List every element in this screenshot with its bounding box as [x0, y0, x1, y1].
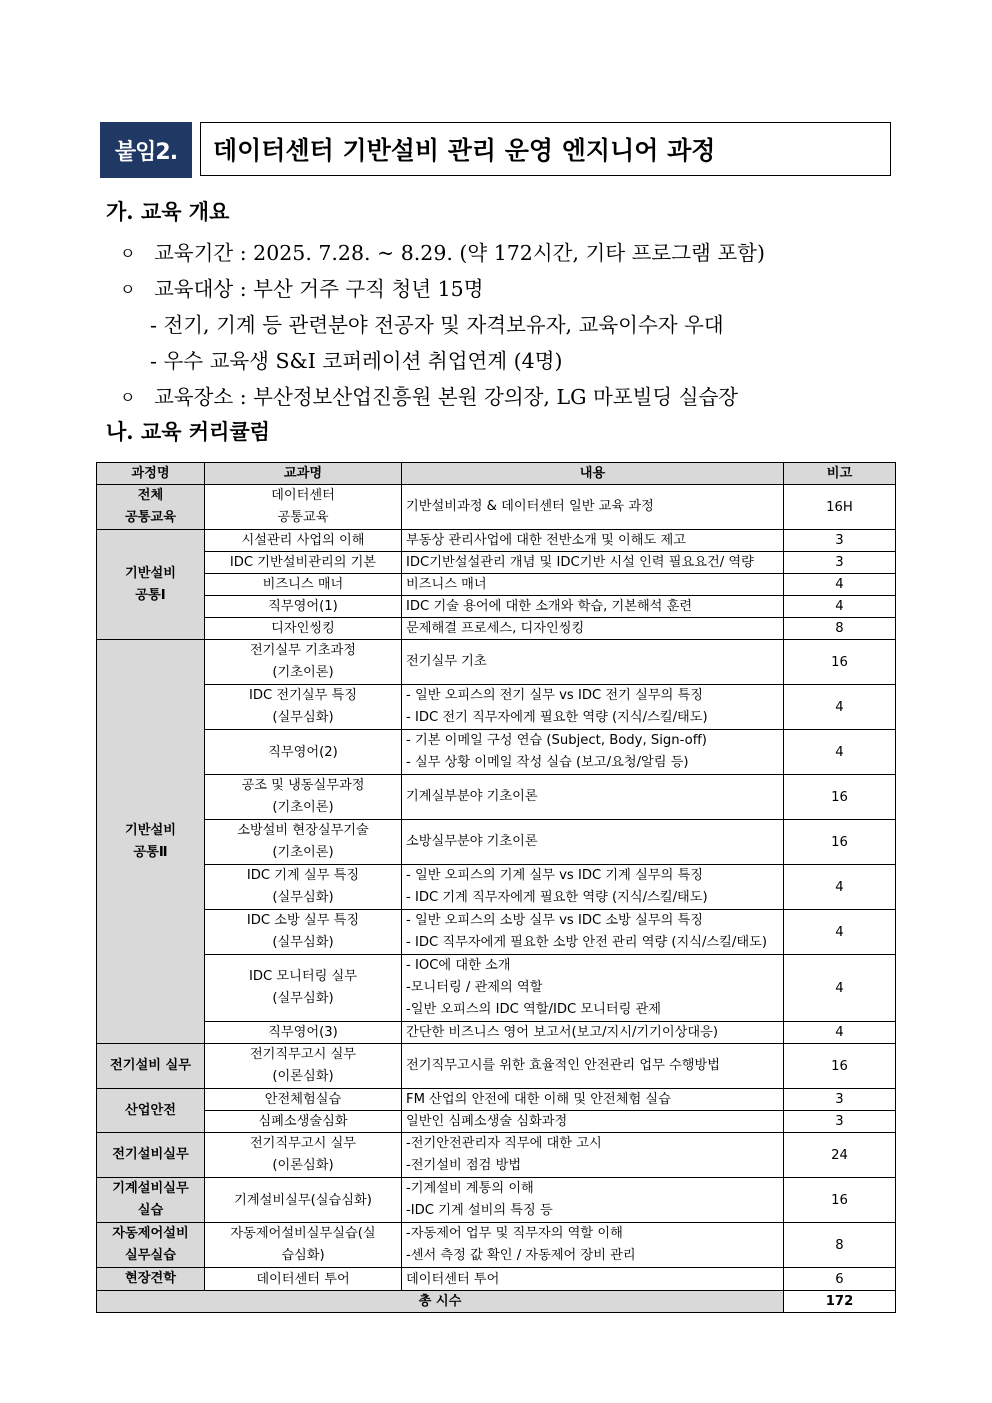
note-cell: 16H [784, 485, 896, 530]
note-cell: 16 [784, 820, 896, 865]
course-group-label: 기반설비 [125, 822, 176, 838]
subject-label: 직무영어(1) [268, 599, 338, 614]
overview-place: 교육장소 : 부산정보산업진흥원 본원 강의장, LG 마포빌딩 실습장 [154, 385, 739, 409]
course-group-label: 기계설비실무 [112, 1181, 189, 1196]
content-line: -전기안전관리자 직무에 대한 고시 [406, 1136, 602, 1151]
subject-cell [205, 596, 402, 618]
subject-cell [205, 910, 402, 955]
content-line: 비즈니스 매너 [406, 577, 487, 592]
content-line: -센서 측정 값 확인 / 자동제어 장비 관리 [406, 1248, 636, 1263]
content-line: - 일반 오피스의 소방 실무 vs IDC 소방 실무의 특징 [406, 913, 703, 928]
bullet-icon: ㅇ [120, 244, 136, 263]
content-line: IDC기반설설관리 개념 및 IDC기반 시설 인력 필요요건/ 역량 [406, 555, 754, 570]
subject-cell [205, 955, 402, 1022]
course-group-label: 산업안전 [125, 1102, 176, 1118]
note-cell: 4 [784, 685, 896, 730]
course-group-cell [97, 485, 205, 530]
note-cell: 4 [784, 1022, 896, 1044]
subject-label: IDC 기계 실무 특징 [246, 868, 360, 883]
section-b-title: 나. 교육 커리큘럼 [106, 419, 270, 444]
note-cell: 8 [784, 1223, 896, 1268]
note-cell: 8 [784, 618, 896, 640]
note-cell: 16 [784, 640, 896, 685]
note-cell: 3 [784, 1111, 896, 1133]
content-line: 전기실무 기초 [406, 654, 487, 669]
subject-label: (실무심화) [272, 935, 334, 950]
table-row [97, 1223, 896, 1268]
subject-label: 소방설비 현장실무기술 [237, 823, 369, 838]
overview-target-sub2: - 우수 교육생 S&I 코퍼레이션 취업연계 (4명) [150, 349, 563, 373]
content-line: 일반인 심폐소생술 심화과정 [406, 1114, 568, 1129]
overview-target: 교육대상 : 부산 거주 구직 청년 15명 [154, 277, 484, 301]
subject-label: 비즈니스 매너 [262, 577, 344, 592]
content-cell [402, 640, 784, 685]
course-group-label: 실습 [137, 1203, 164, 1218]
bullet-icon: ㅇ [120, 388, 136, 407]
content-line: - IDC 직무자에게 필요한 소방 안전 관리 역량 (지식/스킬/태도) [406, 935, 767, 950]
subject-label: (실무심화) [272, 710, 334, 725]
content-cell [402, 1223, 784, 1268]
subject-cell [205, 1111, 402, 1133]
table-row [97, 955, 896, 1022]
course-group-label: 실무실습 [125, 1248, 176, 1263]
course-group-label: 전체 [137, 488, 164, 503]
note-cell: 3 [784, 530, 896, 552]
table-row [97, 1044, 896, 1089]
course-group-label: 공통Ⅰ [135, 587, 166, 603]
subject-cell [205, 1178, 402, 1223]
subject-label: 시설관리 사업의 이해 [241, 533, 365, 548]
subject-cell [205, 865, 402, 910]
content-line: - 일반 오피스의 전기 실무 vs IDC 전기 실무의 특징 [406, 688, 703, 703]
table-row [97, 640, 896, 685]
content-cell [402, 685, 784, 730]
course-group-cell [97, 1178, 205, 1223]
table-row [97, 530, 896, 552]
note-cell: 4 [784, 730, 896, 775]
note-cell: 3 [784, 552, 896, 574]
note-cell: 16 [784, 775, 896, 820]
overview-period: 교육기간 : 2025. 7.28. ~ 8.29. (약 172시간, 기타 프로그램 포함) [154, 241, 765, 265]
table-row [97, 1022, 896, 1044]
content-cell [402, 1022, 784, 1044]
content-line: 기반설비과정 & 데이터센터 일반 교육 과정 [406, 499, 654, 514]
header-course: 과정명 [97, 463, 205, 485]
content-cell [402, 596, 784, 618]
content-cell [402, 574, 784, 596]
content-cell [402, 1133, 784, 1178]
total-row [97, 1291, 896, 1313]
course-group-label: 자동제어설비 [112, 1226, 189, 1241]
content-cell [402, 730, 784, 775]
subject-cell [205, 618, 402, 640]
subject-cell [205, 530, 402, 552]
subject-label: 심폐소생술심화 [258, 1114, 348, 1129]
content-line: -기계설비 계통의 이해 [406, 1181, 534, 1196]
note-cell: 24 [784, 1133, 896, 1178]
subject-label: 직무영어(2) [268, 744, 338, 760]
subject-label: (기초이론) [272, 845, 334, 860]
note-cell: 4 [784, 910, 896, 955]
subject-label: 자동제어설비실무실습(실 [230, 1226, 376, 1241]
content-cell [402, 485, 784, 530]
content-line: 부동상 관리사업에 대한 전반소개 및 이해도 제고 [406, 533, 686, 548]
subject-cell [205, 820, 402, 865]
subject-label: 전기실무 기초과정 [249, 643, 357, 658]
subject-label: IDC 기반설비관리의 기본 [229, 555, 377, 570]
course-group-cell [97, 1089, 205, 1133]
course-group-label: 전기설비실무 [112, 1147, 189, 1162]
content-line: -전기설비 점검 방법 [406, 1158, 522, 1173]
subject-label: (실무심화) [272, 890, 334, 905]
content-line: -자동제어 업무 및 직무자의 역할 이해 [406, 1226, 623, 1241]
subject-label: (실무심화) [272, 991, 334, 1006]
content-line: FM 산업의 안전에 대한 이해 및 안전체험 실습 [406, 1092, 671, 1107]
course-group-cell [97, 1268, 205, 1291]
subject-label: 안전체험실습 [264, 1092, 342, 1107]
subject-label: IDC 모니터링 실무 [248, 969, 358, 984]
subject-label: 공통교육 [277, 510, 329, 525]
table-row [97, 1133, 896, 1178]
table-row [97, 820, 896, 865]
subject-label: 디자인씽킹 [271, 621, 335, 636]
subject-label: 전기직무고시 실무 [249, 1047, 357, 1062]
content-line: - IDC 전기 직무자에게 필요한 역량 (지식/스킬/태도) [406, 710, 708, 725]
subject-label: (이론심화) [272, 1158, 334, 1173]
course-group-label: 전기설비 실무 [109, 1058, 192, 1073]
subject-label: 데이터센터 [271, 488, 335, 503]
content-cell [402, 1111, 784, 1133]
note-cell: 3 [784, 1089, 896, 1111]
header-note: 비고 [784, 463, 896, 485]
content-line: -일반 오피스의 IDC 역할/IDC 모니터링 관제 [406, 1002, 662, 1017]
note-cell: 6 [784, 1268, 896, 1291]
table-header-row [97, 463, 896, 485]
header-content: 내용 [402, 463, 784, 485]
content-line: 기계실부분야 기초이론 [406, 789, 538, 804]
table-row [97, 685, 896, 730]
course-group-cell [97, 1223, 205, 1268]
header [100, 122, 893, 178]
content-line: 문제해결 프로세스, 디자인씽킹 [406, 621, 585, 636]
table-row [97, 552, 896, 574]
subject-label: 습심화) [281, 1248, 325, 1263]
table-row [97, 865, 896, 910]
total-label: 총 시수 [97, 1291, 784, 1313]
content-cell [402, 1089, 784, 1111]
subject-cell [205, 552, 402, 574]
content-line: 간단한 비즈니스 영어 보고서(보고/지시/기기이상대응) [406, 1025, 719, 1040]
table-row [97, 1268, 896, 1291]
subject-label: 공조 및 냉동실무과정 [241, 778, 365, 793]
content-line: - 실무 상황 이메일 작성 실습 (보고/요청/알림 등) [406, 755, 689, 770]
table-row [97, 775, 896, 820]
content-line: 전기직무고시를 위한 효율적인 안전관리 업무 수행방법 [406, 1058, 720, 1073]
course-group-label: 공통Ⅱ [133, 844, 168, 860]
content-cell [402, 775, 784, 820]
header-subject: 교과명 [205, 463, 402, 485]
table-row [97, 1111, 896, 1133]
subject-label: IDC 전기실무 특징 [248, 688, 358, 703]
subject-cell [205, 574, 402, 596]
content-line: IDC 기술 용어에 대한 소개와 학습, 기본해석 훈련 [406, 599, 693, 614]
subject-cell [205, 1022, 402, 1044]
table-row [97, 1178, 896, 1223]
note-cell: 4 [784, 865, 896, 910]
course-group-cell [97, 1133, 205, 1178]
content-cell [402, 1044, 784, 1089]
subject-cell [205, 640, 402, 685]
course-group-cell [97, 640, 205, 1044]
table-row [97, 574, 896, 596]
subject-label: (이론심화) [272, 1069, 334, 1084]
subject-label: 데이터센터 투어 [256, 1271, 350, 1287]
table-row [97, 596, 896, 618]
subject-cell [205, 1133, 402, 1178]
course-group-label: 기반설비 [125, 565, 176, 581]
course-group-label: 현장견학 [125, 1271, 176, 1286]
content-line: 데이터센터 투어 [406, 1271, 500, 1287]
subject-cell [205, 1268, 402, 1291]
subject-label: (기초이론) [272, 800, 334, 815]
content-line: - 기본 이메일 구성 연습 (Subject, Body, Sign-off) [406, 733, 707, 748]
note-cell: 4 [784, 574, 896, 596]
content-line: - 일반 오피스의 기계 실무 vs IDC 기계 실무의 특징 [406, 868, 703, 883]
table-row [97, 485, 896, 530]
course-group-label: 공통교육 [125, 510, 176, 525]
subject-label: 전기직무고시 실무 [249, 1136, 357, 1151]
subject-label: IDC 소방 실무 특징 [246, 913, 360, 928]
table-row [97, 618, 896, 640]
subject-cell [205, 730, 402, 775]
table-row [97, 910, 896, 955]
content-cell [402, 1268, 784, 1291]
subject-cell [205, 1223, 402, 1268]
table-row [97, 1089, 896, 1111]
subject-label: 직무영어(3) [268, 1025, 338, 1040]
content-cell [402, 618, 784, 640]
content-cell [402, 1178, 784, 1223]
content-cell [402, 530, 784, 552]
section-a-title: 가. 교육 개요 [106, 199, 230, 224]
note-cell: 16 [784, 1044, 896, 1089]
content-line: - IDC 기계 직무자에게 필요한 역량 (지식/스킬/태도) [406, 890, 708, 905]
content-line: 소방실무분야 기초이론 [406, 834, 538, 849]
total-value: 172 [784, 1291, 896, 1313]
table-row [97, 730, 896, 775]
subject-cell [205, 1044, 402, 1089]
content-cell [402, 552, 784, 574]
content-cell [402, 910, 784, 955]
content-line: - IOC에 대한 소개 [406, 958, 511, 973]
content-line: -모니터링 / 관제의 역할 [406, 980, 543, 995]
course-group-cell [97, 530, 205, 640]
subject-cell [205, 485, 402, 530]
bullet-icon: ㅇ [120, 280, 136, 299]
subject-label: 기계설비실무(실습심화) [234, 1192, 372, 1208]
subject-cell [205, 685, 402, 730]
content-cell [402, 955, 784, 1022]
overview-target-sub1: - 전기, 기계 등 관련분야 전공자 및 자격보유자, 교육이수자 우대 [150, 313, 724, 337]
course-group-cell [97, 1044, 205, 1089]
content-cell [402, 865, 784, 910]
subject-label: (기초이론) [272, 665, 334, 680]
curriculum-table [96, 462, 896, 1313]
subject-cell [205, 1089, 402, 1111]
document-title: 데이터센터 기반설비 관리 운영 엔지니어 과정 [200, 122, 891, 176]
note-cell: 16 [784, 1178, 896, 1223]
content-line: -IDC 기계 설비의 특징 등 [406, 1203, 553, 1218]
note-cell: 4 [784, 955, 896, 1022]
content-cell [402, 820, 784, 865]
note-cell: 4 [784, 596, 896, 618]
subject-cell [205, 775, 402, 820]
attachment-badge: 붙임2. [100, 122, 192, 178]
